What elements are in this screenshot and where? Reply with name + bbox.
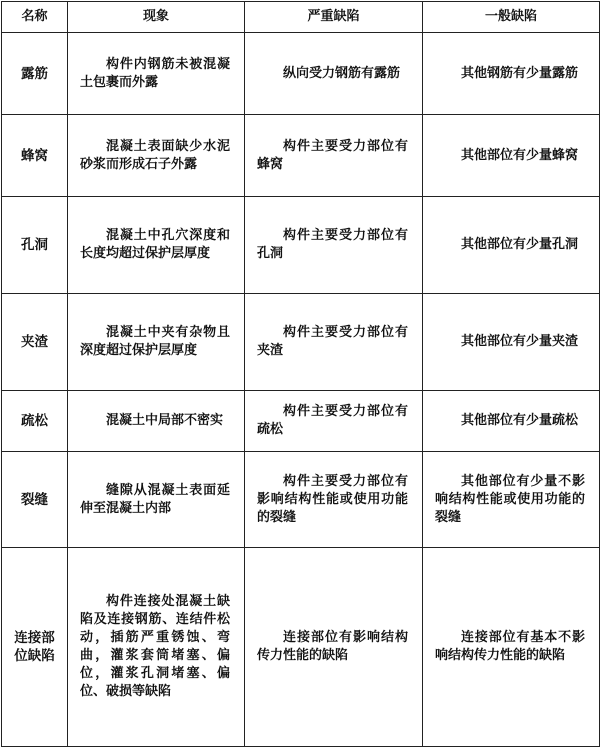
phenomenon-cell: 混凝土中夹有杂物且深度超过保护层厚度 (68, 294, 245, 391)
general-defect-cell: 其他钢筋有少量露筋 (423, 33, 600, 115)
defect-name: 疏松 (2, 391, 68, 452)
header-phenomenon: 现象 (68, 2, 245, 33)
table-row (2, 452, 600, 548)
table-row (2, 391, 600, 452)
defect-table (1, 1, 600, 747)
phenomenon-cell: 构件连接处混凝土缺陷及连接钢筋、连结件松动，插筋严重锈蚀、弯曲，灌浆套筒堵塞、偏位，灌浆孔洞堵塞、偏位、破损等缺陷 (68, 548, 245, 747)
general-defect-cell: 其他部位有少量蜂窝 (423, 115, 600, 197)
defect-name: 蜂窝 (2, 115, 68, 197)
table-row (2, 115, 600, 197)
table-row (2, 197, 600, 294)
header-serious-defect: 严重缺陷 (245, 2, 423, 33)
serious-defect-cell: 构件主要受力部位有夹渣 (245, 294, 423, 391)
table-row (2, 548, 600, 747)
general-defect-cell: 其他部位有少量孔洞 (423, 197, 600, 294)
general-defect-cell: 其他部位有少量疏松 (423, 391, 600, 452)
serious-defect-cell: 构件主要受力部位有孔洞 (245, 197, 423, 294)
table-row (2, 294, 600, 391)
defect-name: 露筋 (2, 33, 68, 115)
phenomenon-cell: 构件内钢筋未被混凝土包裹而外露 (68, 33, 245, 115)
general-defect-cell: 其他部位有少量不影响结构性能或使用功能的裂缝 (423, 452, 600, 548)
phenomenon-cell: 混凝土中局部不密实 (68, 391, 245, 452)
header-general-defect: 一般缺陷 (423, 2, 600, 33)
serious-defect-cell: 构件主要受力部位有疏松 (245, 391, 423, 452)
phenomenon-cell: 混凝土中孔穴深度和长度均超过保护层厚度 (68, 197, 245, 294)
defect-name: 夹渣 (2, 294, 68, 391)
phenomenon-cell: 混凝土表面缺少水泥砂浆而形成石子外露 (68, 115, 245, 197)
header-row (2, 2, 600, 33)
general-defect-cell: 其他部位有少量夹渣 (423, 294, 600, 391)
serious-defect-cell: 构件主要受力部位有影响结构性能或使用功能的裂缝 (245, 452, 423, 548)
serious-defect-cell: 纵向受力钢筋有露筋 (245, 33, 423, 115)
defect-name: 孔洞 (2, 197, 68, 294)
header-name: 名称 (2, 2, 68, 33)
general-defect-cell: 连接部位有基本不影响结构传力性能的缺陷 (423, 548, 600, 747)
table-row (2, 33, 600, 115)
defect-name: 连接部位缺陷 (2, 548, 68, 747)
serious-defect-cell: 构件主要受力部位有蜂窝 (245, 115, 423, 197)
serious-defect-cell: 连接部位有影响结构传力性能的缺陷 (245, 548, 423, 747)
phenomenon-cell: 缝隙从混凝土表面延伸至混凝土内部 (68, 452, 245, 548)
defect-name: 裂缝 (2, 452, 68, 548)
